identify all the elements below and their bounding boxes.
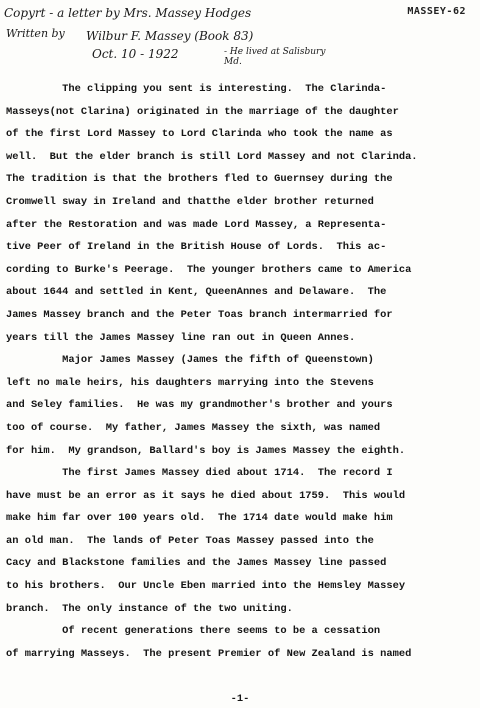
page-number: -1- (230, 693, 250, 705)
letter-line: to his brothers. Our Uncle Eben married into the Hemsley Massey (6, 580, 406, 593)
letter-line: too of course. My father, James Massey the sixth, was named (6, 421, 381, 434)
letter-line: of the first Lord Massey to Lord Clarinda who took the name as (6, 128, 393, 141)
handwritten-note-line-2: Written by (6, 27, 65, 40)
letter-line: an old man. The lands of Peter Toas Massey passed into the (6, 534, 374, 547)
archive-reference-label: MASSEY-62 (407, 6, 466, 17)
letter-line: for him. My grandson, Ballard's boy is James Massey the eighth. (6, 444, 406, 457)
handwritten-note-line-5: - He lived at Salisbury Md. (224, 47, 326, 67)
letter-body (6, 78, 476, 665)
letter-line: The clipping you sent is interesting. The Clarinda- (6, 83, 387, 95)
letter-line: tive Peer of Ireland in the British House of Lords. This ac- (6, 241, 387, 254)
letter-line: have must be an error as it says he died about 1759. This would (6, 489, 406, 502)
handwritten-note-line-3: Wilbur F. Massey (Book 83) (86, 29, 254, 43)
letter-line: branch. The only instance of the two uniting. (6, 602, 293, 615)
letter-line: Cacy and Blackstone families and the James Massey line passed (6, 557, 387, 570)
letter-line: make him far over 100 years old. The 1714 date would make him (6, 512, 393, 525)
letter-line: of marrying Masseys. The present Premier of New Zealand is named (6, 647, 412, 660)
letter-line: left no male heirs, his daughters marrying into the Stevens (6, 376, 374, 389)
letter-line: well. But the elder branch is still Lord Massey and not Clarinda. (6, 150, 418, 163)
letter-line: Of recent generations there seems to be a cessation (6, 625, 381, 638)
letter-line: and Seley families. He was my grandmother's brother and yours (6, 399, 393, 412)
letter-line: The first James Massey died about 1714. The record I (6, 467, 393, 480)
letter-line: James Massey branch and the Peter Toas branch intermarried for (6, 308, 393, 321)
letter-line: years till the James Massey line ran out in Queen Annes. (6, 331, 356, 344)
letter-line: about 1644 and settled in Kent, QueenAnnes and Delaware. The (6, 286, 387, 299)
letter-line: Masseys(not Clarina) originated in the marriage of the daughter (6, 105, 399, 118)
letter-line: after the Restoration and was made Lord Massey, a Representa- (6, 218, 387, 231)
handwritten-note-line-4: Oct. 10 - 1922 (92, 47, 179, 61)
letter-line: The tradition is that the brothers fled to Guernsey during the (6, 173, 393, 186)
letter-line: Cromwell sway in Ireland and thatthe elder brother returned (6, 195, 374, 208)
letter-line: cording to Burke's Peerage. The younger brothers came to America (6, 263, 412, 276)
handwritten-note-line-1: Copyrt - a letter by Mrs. Massey Hodges (4, 6, 252, 20)
letter-line: Major James Massey (James the fifth of Queenstown) (6, 354, 374, 367)
